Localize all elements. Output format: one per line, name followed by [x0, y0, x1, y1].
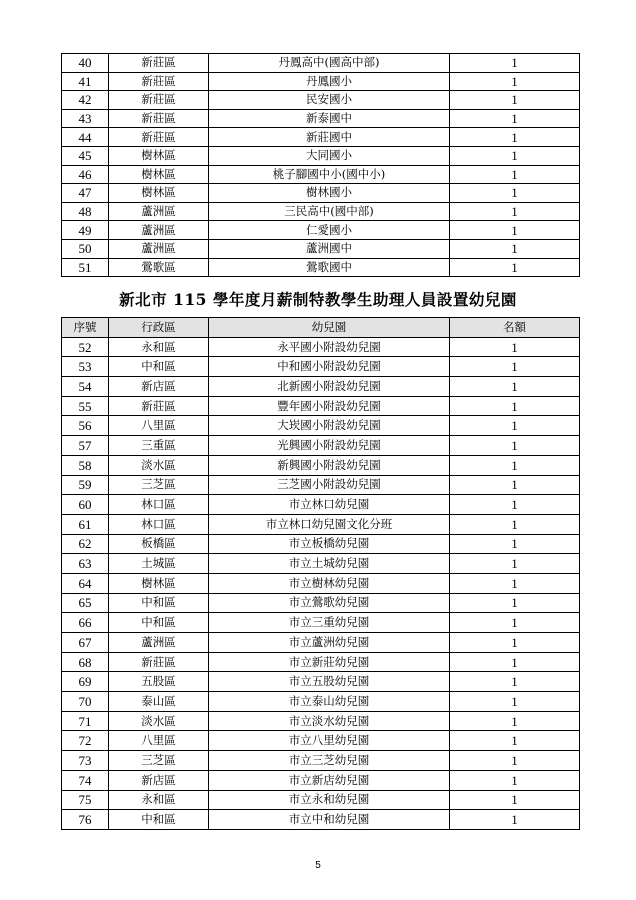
table-row	[62, 72, 580, 91]
school-name-cell: 民安國小	[209, 91, 450, 110]
quota-cell: 1	[450, 475, 580, 495]
serial-number-cell: 50	[62, 239, 109, 258]
serial-number-cell: 63	[62, 554, 109, 574]
table-row	[62, 475, 580, 495]
quota-cell: 1	[450, 357, 580, 377]
school-name-cell: 丹鳳國小	[209, 72, 450, 91]
school-name-cell: 北新國小附設幼兒園	[209, 377, 450, 397]
school-name-cell: 三民高中(國中部)	[209, 202, 450, 221]
school-name-cell: 市立淡水幼兒園	[209, 711, 450, 731]
serial-number-cell: 72	[62, 731, 109, 751]
serial-number-cell: 70	[62, 692, 109, 712]
table-row	[62, 202, 580, 221]
quota-cell: 1	[450, 239, 580, 258]
table-row	[62, 770, 580, 790]
district-cell: 新莊區	[109, 91, 209, 110]
table-row	[62, 436, 580, 456]
quota-cell: 1	[450, 258, 580, 277]
table-row	[62, 377, 580, 397]
quota-cell: 1	[450, 146, 580, 165]
school-name-cell: 蘆洲國中	[209, 239, 450, 258]
table-row	[62, 495, 580, 515]
school-name-cell: 市立三重幼兒園	[209, 613, 450, 633]
serial-number-cell: 48	[62, 202, 109, 221]
table-row	[62, 613, 580, 633]
district-cell: 鶯歌區	[109, 258, 209, 277]
district-cell: 樹林區	[109, 165, 209, 184]
district-cell: 林口區	[109, 514, 209, 534]
school-name-cell: 市立樹林幼兒園	[209, 573, 450, 593]
district-cell: 中和區	[109, 613, 209, 633]
school-name-cell: 新泰國中	[209, 109, 450, 128]
serial-number-cell: 59	[62, 475, 109, 495]
quota-cell: 1	[450, 455, 580, 475]
school-name-cell: 市立蘆洲幼兒園	[209, 633, 450, 653]
serial-number-cell: 49	[62, 221, 109, 240]
district-cell: 中和區	[109, 357, 209, 377]
serial-number-cell: 75	[62, 790, 109, 810]
table-row	[62, 514, 580, 534]
table-row	[62, 593, 580, 613]
serial-number-cell: 68	[62, 652, 109, 672]
table-row	[62, 91, 580, 110]
district-cell: 五股區	[109, 672, 209, 692]
serial-number-cell: 52	[62, 337, 109, 357]
district-cell: 新店區	[109, 377, 209, 397]
serial-number-cell: 46	[62, 165, 109, 184]
table-row	[62, 396, 580, 416]
district-cell: 八里區	[109, 416, 209, 436]
quota-cell: 1	[450, 337, 580, 357]
quota-cell: 1	[450, 593, 580, 613]
table-header-row	[62, 318, 580, 338]
quota-cell: 1	[450, 672, 580, 692]
table-row	[62, 239, 580, 258]
school-name-cell: 市立土城幼兒園	[209, 554, 450, 574]
serial-number-cell: 58	[62, 455, 109, 475]
table-body	[62, 54, 580, 277]
school-name-cell: 市立五股幼兒園	[209, 672, 450, 692]
serial-number-cell: 41	[62, 72, 109, 91]
school-name-cell: 三芝國小附設幼兒園	[209, 475, 450, 495]
serial-number-cell: 43	[62, 109, 109, 128]
table-row	[62, 357, 580, 377]
serial-number-cell: 76	[62, 810, 109, 830]
quota-cell: 1	[450, 652, 580, 672]
school-name-cell: 新莊國中	[209, 128, 450, 147]
district-cell: 中和區	[109, 810, 209, 830]
quota-cell: 1	[450, 128, 580, 147]
school-name-cell: 丹鳳高中(國高中部)	[209, 54, 450, 73]
quota-cell: 1	[450, 613, 580, 633]
quota-cell: 1	[450, 202, 580, 221]
district-cell: 新莊區	[109, 72, 209, 91]
table-row	[62, 554, 580, 574]
serial-number-cell: 60	[62, 495, 109, 515]
district-cell: 新店區	[109, 770, 209, 790]
page-number: 5	[315, 860, 321, 871]
table-row	[62, 221, 580, 240]
table-row	[62, 573, 580, 593]
quota-cell: 1	[450, 731, 580, 751]
school-name-cell: 市立林口幼兒園	[209, 495, 450, 515]
quota-cell: 1	[450, 692, 580, 712]
serial-number-cell: 51	[62, 258, 109, 277]
table-row	[62, 455, 580, 475]
district-cell: 樹林區	[109, 184, 209, 203]
serial-number-cell: 55	[62, 396, 109, 416]
serial-number-cell: 42	[62, 91, 109, 110]
table-row	[62, 258, 580, 277]
school-quota-table-continued	[61, 53, 580, 277]
table-row	[62, 54, 580, 73]
quota-cell: 1	[450, 72, 580, 91]
quota-cell: 1	[450, 810, 580, 830]
serial-number-cell: 53	[62, 357, 109, 377]
serial-number-cell: 45	[62, 146, 109, 165]
quota-cell: 1	[450, 109, 580, 128]
quota-cell: 1	[450, 436, 580, 456]
table-row	[62, 184, 580, 203]
school-name-cell: 中和國小附設幼兒園	[209, 357, 450, 377]
quota-cell: 1	[450, 790, 580, 810]
table-row	[62, 146, 580, 165]
district-cell: 板橋區	[109, 534, 209, 554]
district-cell: 樹林區	[109, 573, 209, 593]
serial-number-cell: 71	[62, 711, 109, 731]
school-name-cell: 豐年國小附設幼兒園	[209, 396, 450, 416]
serial-number-cell: 64	[62, 573, 109, 593]
district-cell: 樹林區	[109, 146, 209, 165]
table-row	[62, 416, 580, 436]
district-cell: 土城區	[109, 554, 209, 574]
serial-number-cell: 69	[62, 672, 109, 692]
district-cell: 三芝區	[109, 475, 209, 495]
district-cell: 永和區	[109, 790, 209, 810]
school-name-cell: 市立八里幼兒園	[209, 731, 450, 751]
serial-number-cell: 44	[62, 128, 109, 147]
school-name-cell: 鶯歌國中	[209, 258, 450, 277]
quota-cell: 1	[450, 770, 580, 790]
school-name-cell: 市立鶯歌幼兒園	[209, 593, 450, 613]
district-cell: 三芝區	[109, 751, 209, 771]
quota-cell: 1	[450, 165, 580, 184]
header-serial-number: 序號	[62, 318, 109, 338]
district-cell: 三重區	[109, 436, 209, 456]
school-name-cell: 市立泰山幼兒園	[209, 692, 450, 712]
school-name-cell: 市立三芝幼兒園	[209, 751, 450, 771]
school-name-cell: 市立林口幼兒園文化分班	[209, 514, 450, 534]
school-name-cell: 仁愛國小	[209, 221, 450, 240]
table-row	[62, 534, 580, 554]
quota-cell: 1	[450, 184, 580, 203]
school-name-cell: 市立中和幼兒園	[209, 810, 450, 830]
serial-number-cell: 47	[62, 184, 109, 203]
quota-cell: 1	[450, 711, 580, 731]
table-row	[62, 790, 580, 810]
serial-number-cell: 54	[62, 377, 109, 397]
district-cell: 八里區	[109, 731, 209, 751]
table-row	[62, 337, 580, 357]
school-name-cell: 大同國小	[209, 146, 450, 165]
table-row	[62, 810, 580, 830]
district-cell: 永和區	[109, 337, 209, 357]
header-district: 行政區	[109, 318, 209, 338]
district-cell: 林口區	[109, 495, 209, 515]
table-row	[62, 652, 580, 672]
quota-cell: 1	[450, 221, 580, 240]
serial-number-cell: 57	[62, 436, 109, 456]
district-cell: 新莊區	[109, 109, 209, 128]
school-name-cell: 永平國小附設幼兒園	[209, 337, 450, 357]
quota-cell: 1	[450, 751, 580, 771]
table-body	[62, 337, 580, 829]
district-cell: 新莊區	[109, 396, 209, 416]
school-name-cell: 樹林國小	[209, 184, 450, 203]
quota-cell: 1	[450, 495, 580, 515]
serial-number-cell: 40	[62, 54, 109, 73]
quota-cell: 1	[450, 573, 580, 593]
serial-number-cell: 74	[62, 770, 109, 790]
district-cell: 淡水區	[109, 455, 209, 475]
school-name-cell: 光興國小附設幼兒園	[209, 436, 450, 456]
serial-number-cell: 56	[62, 416, 109, 436]
table-row	[62, 165, 580, 184]
district-cell: 蘆洲區	[109, 202, 209, 221]
quota-cell: 1	[450, 554, 580, 574]
quota-cell: 1	[450, 514, 580, 534]
serial-number-cell: 62	[62, 534, 109, 554]
serial-number-cell: 73	[62, 751, 109, 771]
school-name-cell: 市立新莊幼兒園	[209, 652, 450, 672]
school-name-cell: 大崁國小附設幼兒園	[209, 416, 450, 436]
kindergarten-quota-table	[61, 317, 580, 830]
header-kindergarten: 幼兒園	[209, 318, 450, 338]
district-cell: 中和區	[109, 593, 209, 613]
district-cell: 新莊區	[109, 652, 209, 672]
table-row	[62, 672, 580, 692]
district-cell: 新莊區	[109, 54, 209, 73]
table-row	[62, 751, 580, 771]
quota-cell: 1	[450, 416, 580, 436]
table-row	[62, 731, 580, 751]
table-row	[62, 711, 580, 731]
district-cell: 新莊區	[109, 128, 209, 147]
quota-cell: 1	[450, 91, 580, 110]
table-row	[62, 692, 580, 712]
header-quota: 名額	[450, 318, 580, 338]
school-name-cell: 新興國小附設幼兒園	[209, 455, 450, 475]
section-title: 新北市 115 學年度月薪制特教學生助理人員設置幼兒園	[119, 290, 517, 309]
table-row	[62, 633, 580, 653]
district-cell: 泰山區	[109, 692, 209, 712]
school-name-cell: 桃子腳國中小(國中小)	[209, 165, 450, 184]
quota-cell: 1	[450, 54, 580, 73]
serial-number-cell: 67	[62, 633, 109, 653]
district-cell: 淡水區	[109, 711, 209, 731]
quota-cell: 1	[450, 534, 580, 554]
school-name-cell: 市立新店幼兒園	[209, 770, 450, 790]
district-cell: 蘆洲區	[109, 239, 209, 258]
district-cell: 蘆洲區	[109, 221, 209, 240]
serial-number-cell: 66	[62, 613, 109, 633]
serial-number-cell: 61	[62, 514, 109, 534]
quota-cell: 1	[450, 377, 580, 397]
school-name-cell: 市立永和幼兒園	[209, 790, 450, 810]
quota-cell: 1	[450, 633, 580, 653]
quota-cell: 1	[450, 396, 580, 416]
school-name-cell: 市立板橋幼兒園	[209, 534, 450, 554]
serial-number-cell: 65	[62, 593, 109, 613]
district-cell: 蘆洲區	[109, 633, 209, 653]
table-row	[62, 128, 580, 147]
table-row	[62, 109, 580, 128]
